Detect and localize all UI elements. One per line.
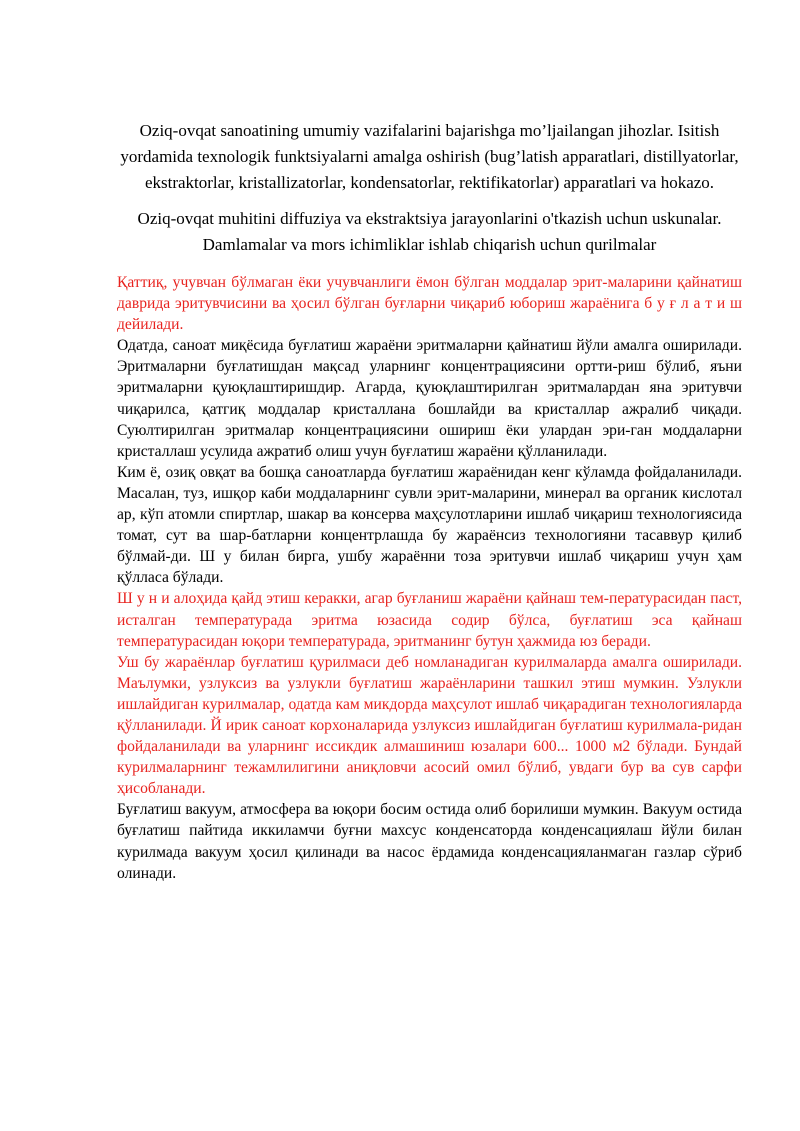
paragraph-boiling-note: Ш у н и алоҳида қайд этиш керакки, агар буғланиш жараёни қайнаш тем-пературасидан паст, исталган температурада эритма юзасида содир бўлса, буғлатиш эса қайнаш температурасидан юқори температурада, эритманинг бутун ҳажмида юз беради. xyxy=(117,590,742,650)
paragraph-applications: Ким ё, озиқ овқат ва бошқа саноатларда буғлатиш жараёнидан кенг кўламда фойдаланилади. Масалан, туз, ишқор каби моддаларнинг сувли эрит-маларини, минерал ва органик кислотал ар, кўп атомли спиртлар, шакар ва консерва маҳсулотларини ишлаб чиқариш технологиясида томат, сут ва шар-батларни концентрлашда бу жараёнсиз технологияни тасаввур қилиб бўлмай-ди. Ш у билан бирга, ушбу жараённи тоза эритувчи ишлаб чиқариш учун ҳам қўлласа бўлади. xyxy=(117,463,742,587)
document-body xyxy=(117,272,742,884)
document-subtitle: Oziq-ovqat muhitini diffuziya va ekstraktsiya jarayonlarini o'tkazish uchun uskunalar. Damlamalar va mors ichimliklar ishlab chiqarish uchun qurilmalar xyxy=(137,209,722,254)
document-title: Oziq-ovqat sanoatining umumiy vazifalarini bajarishga mo’ljailangan jihozlar. Isitish yordamida texnologik funktsiyalarni amalga oshirish (bug’latish apparatlari, distillyatorlar, ekstraktorlar, kristallizatorlar, kondensatorlar, rektifikatorlar) apparatlari va hokazo. xyxy=(120,121,739,192)
document-page xyxy=(117,118,742,884)
paragraph-definition: Қаттиқ, учувчан бўлмаган ёки учувчанлиги ёмон бўлган моддалар эрит-маларини қайнатиш даврида эритувчисини ва ҳосил бўлган буғларни чиқариб юбориш жараёнига б у ғ л а т и ш дейилади. xyxy=(117,274,742,334)
paragraph-equipment: Уш бу жараёнлар буғлатиш қурилмаси деб номланадиган курилмаларда амалга оширилади. Маълумки, узлуксиз ва узлукли буғлатиш жараёнларини ташкил этиш мумкин. Узлукли ишлайдиган курилмалар, одатда кам микдорда маҳсулот ишлаб чиқарадиган технологияларда қўлланилади. Й ирик саноат корхоналарида узлуксиз ишлайдиган буғлатиш курилмала-ридан фойдаланилади ва уларнинг иссикдик алмашиниш юзалари 600... 1000 м2 бўлади. Бундай курилмаларнинг тежамлилигини аниқловчи асосий омил бўлиб, увдаги бур ва сув сарфи ҳисобланади. xyxy=(117,653,742,798)
paragraph-purpose: Одатда, саноат миқёсида буғлатиш жараёни эритмаларни қайнатиш йўли амалга оширилади. Эритмаларни буғлатишдан мақсад уларнинг концентрациясини ортти-риш бўлиб, яъни эритмаларни қуюқлаштиришдир. Агарда, қуюқлаштирилган эритмалардан яна эритувчи чиқарилса, қатгиқ моддалар кристаллана бошлайди ва кристаллар ажралиб чиқади. Суюлтирилган эритмалар концентрациясини ошириш ёки улардан эри-ган моддаларни кристаллаш усулида ажратиб олиш учун буғлатиш жараёни қўлланилади. xyxy=(117,337,742,460)
paragraph-vacuum: Буғлатиш вакуум, атмосфера ва юқори босим остида олиб борилиши мумкин. Вакуум остида буғлатиш пайтида иккиламчи буғни махсус конденсаторда конденсациялаш йўли билан курилмада вакуум ҳосил қилинади ва насос ёрдамида конденсацияланмаган газлар сўриб олинади. xyxy=(117,801,742,882)
